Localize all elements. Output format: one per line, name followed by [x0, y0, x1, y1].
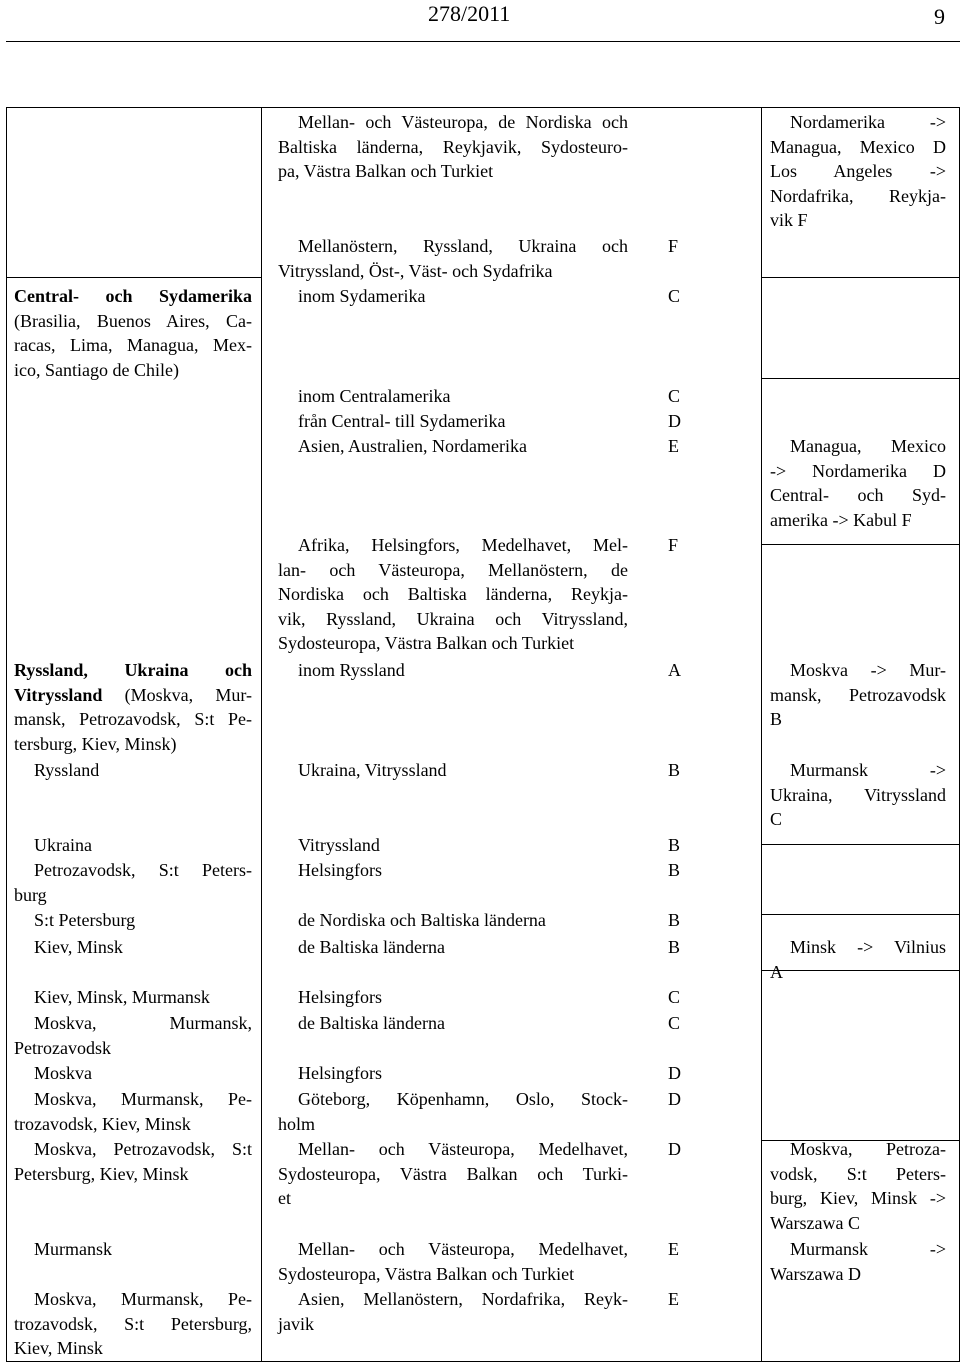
destination-line: Nordiska och Baltiska länderna, Reykja-: [278, 584, 628, 605]
region-text: tersburg, Kiev, Minsk): [14, 733, 177, 754]
destination-line: Afrika, Helsingfors, Medelhavet, Mel-: [298, 535, 628, 555]
exception-cell: [770, 758, 946, 832]
origin-line: Petrozavodsk: [14, 1037, 111, 1058]
region-central-south-america: [14, 284, 252, 382]
exception-line: Warszawa C: [770, 1212, 861, 1233]
destination-cell: [278, 384, 628, 409]
origin-line: Kiev, Minsk: [14, 1338, 103, 1359]
destination-cell: [278, 833, 628, 858]
destination-line: Helsingfors: [298, 987, 382, 1007]
destination-cell: [278, 409, 628, 434]
origin-cell: [14, 908, 252, 933]
origin-line: Murmansk: [34, 1239, 112, 1259]
exception-line: Moskva -> Mur-: [790, 660, 946, 680]
price-class-code: F: [668, 236, 679, 256]
destination-line: Sydosteuropa, Västra Balkan och Turkiet: [278, 1263, 575, 1284]
region-text: ico, Santiago de Chile): [14, 359, 179, 380]
exception-line: Minsk -> Vilnius: [790, 937, 946, 957]
header-rule: [6, 41, 960, 42]
exception-line: C: [770, 809, 783, 830]
region-title: Ryssland, Ukraina och: [14, 660, 252, 680]
document-number: 278/2011: [428, 1, 511, 26]
exception-line: A: [770, 961, 783, 982]
destination-cell: [278, 1011, 628, 1036]
exception-line: mansk, Petrozavodsk: [770, 684, 946, 705]
origin-line: burg: [14, 884, 47, 905]
destination-cell: [278, 1061, 628, 1086]
origin-cell: [14, 935, 252, 960]
origin-cell: [14, 858, 252, 907]
destination-line: Helsingfors: [298, 1063, 382, 1083]
row-divider: [7, 277, 261, 278]
exception-line: amerika -> Kabul F: [770, 509, 912, 530]
row-divider: [761, 844, 959, 845]
origin-line: Moskva, Murmansk, Pe-: [34, 1089, 252, 1109]
price-class-code: C: [668, 987, 681, 1007]
origin-line: Ryssland: [34, 760, 100, 780]
row-divider: [761, 914, 959, 915]
destination-line: Göteborg, Köpenhamn, Oslo, Stock-: [298, 1089, 628, 1109]
destination-line: Mellan- och Västeuropa, de Nordiska och: [298, 112, 628, 132]
region-text: (Brasilia, Buenos Aires, Ca-: [14, 310, 252, 331]
destination-cell: [278, 935, 628, 960]
origin-cell: [14, 1061, 252, 1086]
origin-line: Petersburg, Kiev, Minsk: [14, 1163, 189, 1184]
region-text: racas, Lima, Managua, Mex-: [14, 335, 252, 356]
exception-cell: [770, 434, 946, 532]
destination-cell: [278, 858, 628, 883]
price-class-code: B: [668, 910, 681, 930]
column-divider: [261, 108, 262, 1361]
exception-cell: [770, 935, 946, 984]
origin-line: S:t Petersburg: [34, 910, 136, 930]
exception-line: Managua, Mexico: [790, 436, 946, 456]
destination-line: Mellan- och Västeuropa, Medelhavet,: [298, 1139, 628, 1159]
exception-line: Managua, Mexico D: [770, 136, 946, 157]
exception-line: Central- och Syd-: [770, 485, 946, 506]
price-class-code: D: [668, 1089, 681, 1109]
exception-line: Murmansk ->: [790, 1239, 946, 1259]
row-divider: [761, 378, 959, 379]
origin-line: Kiev, Minsk: [34, 937, 123, 957]
origin-cell: [14, 1287, 252, 1361]
destination-cell: [278, 1237, 628, 1286]
row-divider: [761, 277, 959, 278]
origin-line: trozavodsk, S:t Petersburg,: [14, 1313, 252, 1334]
exception-line: Murmansk ->: [790, 760, 946, 780]
destination-cell: [278, 1137, 628, 1211]
destination-line: Mellanöstern, Ryssland, Ukraina och: [298, 236, 628, 256]
exception-line: Moskva, Petroza-: [790, 1139, 946, 1159]
origin-line: Kiev, Minsk, Murmansk: [34, 987, 210, 1007]
exception-line: B: [770, 709, 783, 730]
destination-cell: [278, 284, 628, 309]
destination-line: Baltiska länderna, Reykjavik, Sydosteuro-: [278, 136, 628, 157]
destination-cell: [278, 434, 628, 459]
destination-line: Asien, Mellanöstern, Nordafrika, Reyk-: [298, 1289, 628, 1309]
exception-line: Warszawa D: [770, 1263, 862, 1284]
destination-cell: [278, 1287, 628, 1336]
destination-line: Sydosteuropa, Västra Balkan och Turkiet: [278, 633, 575, 654]
exception-line: vik F: [770, 210, 808, 231]
destination-line: Mellan- och Västeuropa, Medelhavet,: [298, 1239, 628, 1259]
price-class-code: C: [668, 1013, 681, 1033]
destination-line: et: [278, 1188, 291, 1209]
destination-line: javik: [278, 1313, 314, 1334]
region-title: Central- och Sydamerika: [14, 286, 252, 306]
destination-line: inom Sydamerika: [298, 286, 426, 306]
column-divider: [761, 108, 762, 1361]
destination-cell: [278, 234, 628, 283]
exception-line: Nordamerika ->: [790, 112, 946, 132]
exception-cell: [770, 1137, 946, 1235]
price-class-code: D: [668, 1139, 681, 1159]
destination-cell: [278, 658, 628, 683]
destination-cell: [278, 908, 628, 933]
origin-line: Moskva, Murmansk, Pe-: [34, 1289, 252, 1309]
origin-line: Moskva, Murmansk,: [34, 1013, 252, 1033]
destination-line: Asien, Australien, Nordamerika: [298, 436, 527, 456]
price-class-code: C: [668, 286, 681, 306]
origin-cell: [14, 758, 252, 783]
exception-cell: [770, 658, 946, 732]
origin-line: Moskva: [34, 1063, 92, 1083]
origin-cell: [14, 833, 252, 858]
origin-cell: [14, 1137, 252, 1186]
price-class-code: C: [668, 386, 681, 406]
price-class-code: B: [668, 860, 681, 880]
price-class-code: E: [668, 1289, 679, 1309]
exception-line: Nordafrika, Reykja-: [770, 185, 946, 206]
exception-line: -> Nordamerika D: [770, 460, 946, 481]
origin-cell: [14, 985, 252, 1010]
region-text: (Moskva, Mur-: [102, 684, 252, 705]
destination-line: inom Centralamerika: [298, 386, 451, 406]
destination-line: från Central- till Sydamerika: [298, 411, 506, 431]
destination-line: Sydosteuropa, Västra Balkan och Turki-: [278, 1163, 628, 1184]
price-class-code: B: [668, 835, 681, 855]
origin-cell: [14, 1011, 252, 1060]
page-number: 9: [934, 4, 945, 29]
destination-line: Vitryssland, Öst-, Väst- och Sydafrika: [278, 260, 553, 281]
region-russia: [14, 658, 252, 756]
exception-line: Los Angeles ->: [770, 161, 946, 182]
destination-line: de Nordiska och Baltiska länderna: [298, 910, 546, 930]
destination-line: inom Ryssland: [298, 660, 405, 680]
region-text: mansk, Petrozavodsk, S:t Pe-: [14, 709, 252, 730]
price-class-code: F: [668, 535, 679, 555]
destination-line: Helsingfors: [298, 860, 382, 880]
destination-cell: [278, 758, 628, 783]
price-class-code: E: [668, 1239, 679, 1259]
price-class-code: B: [668, 937, 681, 957]
destination-line: de Baltiska länderna: [298, 937, 445, 957]
price-class-code: A: [668, 660, 681, 680]
price-class-code: D: [668, 411, 681, 431]
destination-cell: [278, 533, 628, 656]
region-title: Vitryssland: [14, 684, 103, 705]
price-class-code: E: [668, 436, 679, 456]
exception-cell: [770, 1237, 946, 1286]
origin-cell: [14, 1087, 252, 1136]
origin-line: Petrozavodsk, S:t Peters-: [34, 860, 252, 880]
destination-cell: [278, 985, 628, 1010]
exception-line: Ukraina, Vitryssland: [770, 784, 946, 805]
destination-line: pa, Västra Balkan och Turkiet: [278, 161, 494, 182]
destination-line: Ukraina, Vitryssland: [298, 760, 447, 780]
destination-cell: [278, 110, 628, 184]
destination-line: Vitryssland: [298, 835, 380, 855]
exception-cell: [770, 110, 946, 233]
destination-line: vik, Ryssland, Ukraina och Vitryssland,: [278, 608, 628, 629]
exception-line: vodsk, S:t Peters-: [770, 1163, 946, 1184]
price-class-code: D: [668, 1063, 681, 1083]
destination-line: de Baltiska länderna: [298, 1013, 445, 1033]
origin-line: Ukraina: [34, 835, 92, 855]
destination-cell: [278, 1087, 628, 1136]
destination-line: holm: [278, 1113, 316, 1134]
origin-line: Moskva, Petrozavodsk, S:t: [34, 1139, 252, 1159]
origin-cell: [14, 1237, 252, 1262]
origin-line: trozavodsk, Kiev, Minsk: [14, 1113, 191, 1134]
price-class-code: B: [668, 760, 681, 780]
row-divider: [761, 544, 959, 545]
exception-line: burg, Kiev, Minsk ->: [770, 1188, 946, 1209]
destination-line: lan- och Västeuropa, Mellanöstern, de: [278, 559, 628, 580]
